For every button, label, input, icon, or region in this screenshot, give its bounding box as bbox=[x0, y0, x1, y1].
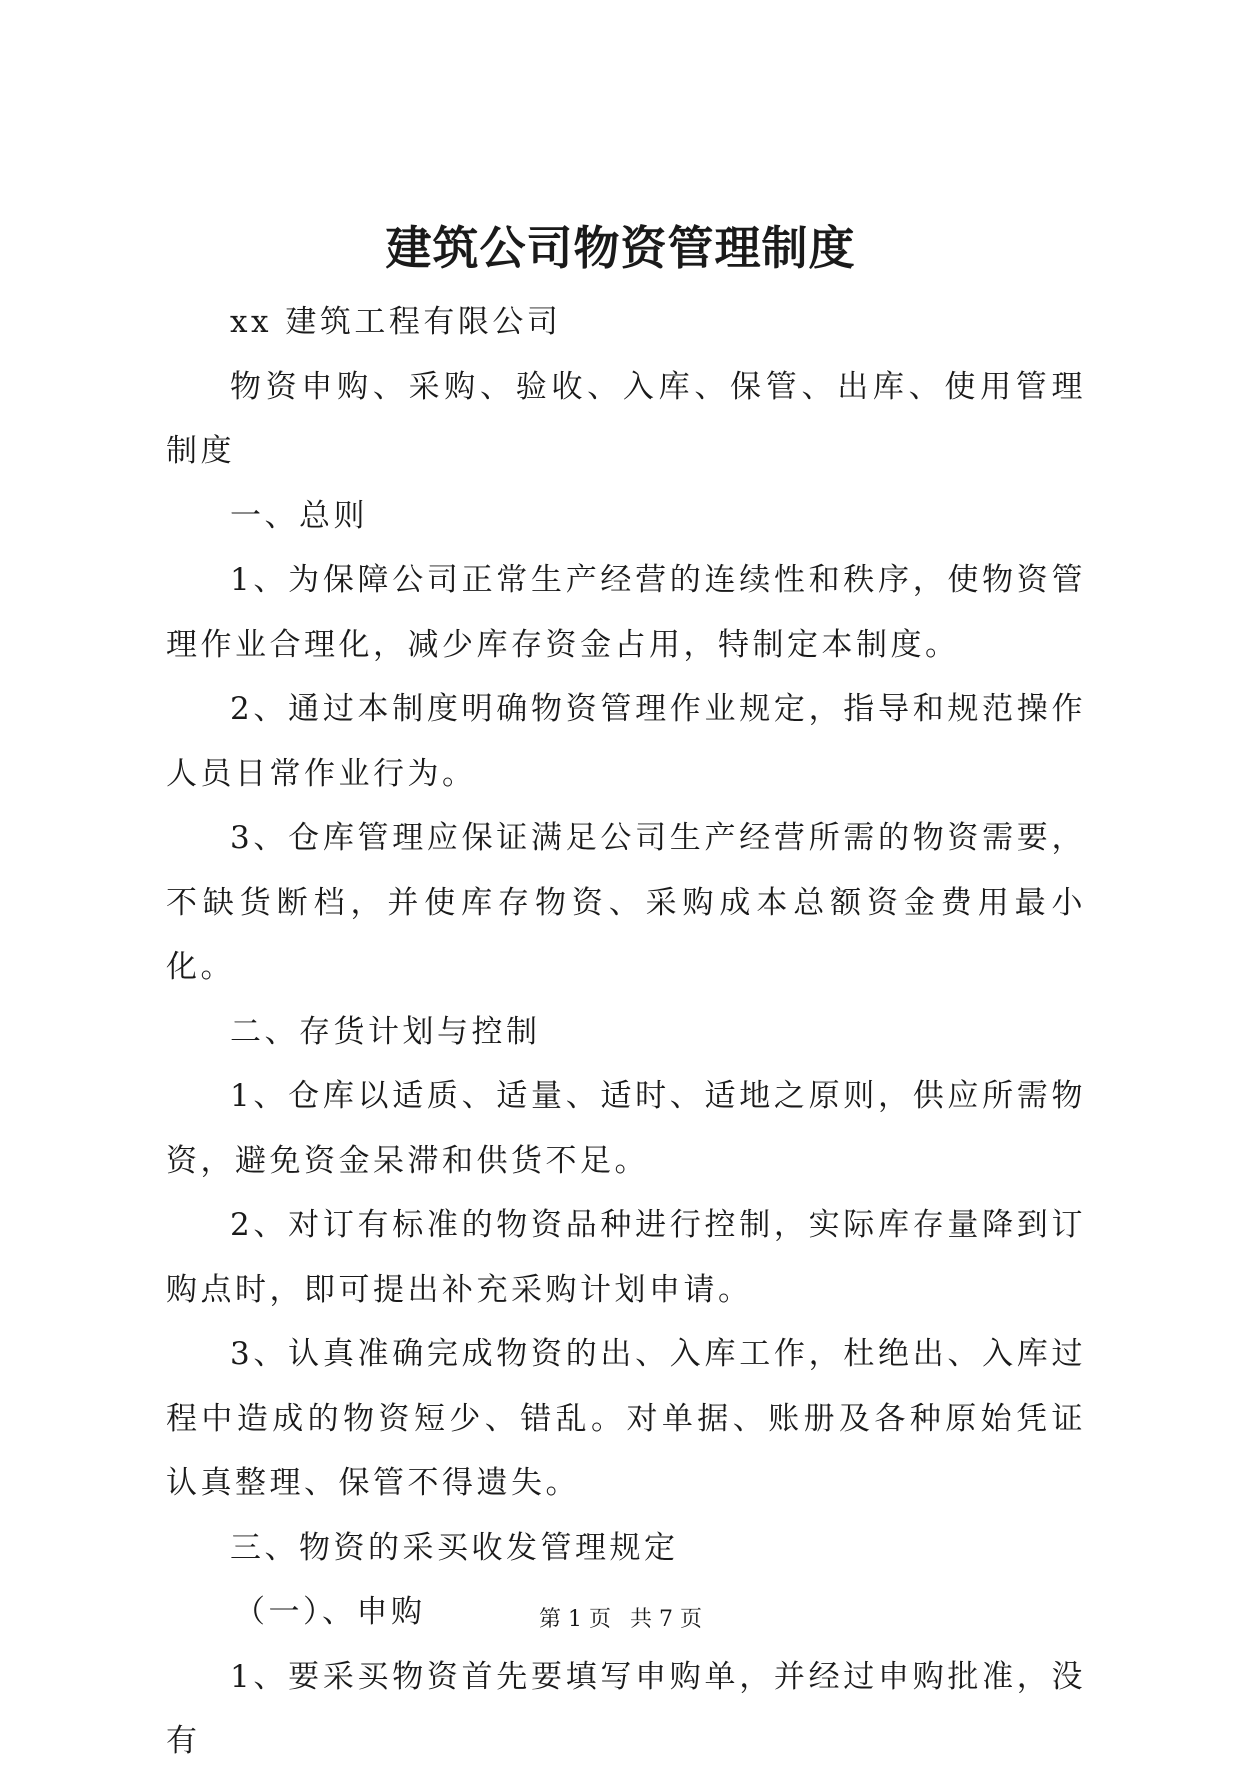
subsection-heading-requisition: （一）、申购 bbox=[234, 1594, 426, 1630]
section-heading-inventory: 二、存货计划与控制 bbox=[230, 1013, 541, 1050]
paragraph: 2、通过本制度明确物资管理作业规定，指导和规范操作人员日常作业行为。 bbox=[166, 691, 1086, 792]
paragraph: 3、仓库管理应保证满足公司生产经营所需的物资需要，不缺货断档，并使库存物资、采购成本总额资金费用最小化。 bbox=[166, 820, 1086, 985]
paragraph: 1、仓库以适质、适量、适时、适地之原则，供应所需物资，避免资金呆滞和供货不足。 bbox=[166, 1078, 1086, 1179]
section-heading-general: 一、总则 bbox=[230, 497, 368, 534]
paragraph: 3、认真准确完成物资的出、入库工作，杜绝出、入库过程中造成的物资短少、错乱。对单据、账册及各种原始凭证认真整理、保管不得遗失。 bbox=[166, 1336, 1086, 1501]
document-title: 建筑公司物资管理制度 bbox=[385, 221, 856, 275]
document-body bbox=[166, 290, 1086, 1774]
page-total: 共 7 页 bbox=[630, 1607, 702, 1632]
company-name: xx 建筑工程有限公司 bbox=[230, 304, 562, 340]
page-footer bbox=[0, 1605, 1241, 1635]
regulation-subtitle: 物资申购、采购、验收、入库、保管、出库、使用管理制度 bbox=[166, 368, 1086, 469]
paragraph: 2、对订有标准的物资品种进行控制，实际库存量降到订购点时，即可提出补充采购计划申请。 bbox=[166, 1207, 1086, 1308]
page-number: 第 1 页 bbox=[539, 1607, 611, 1632]
paragraph: 1、要采买物资首先要填写申购单，并经过申购批准，没有 bbox=[166, 1658, 1086, 1759]
paragraph: 1、为保障公司正常生产经营的连续性和秩序，使物资管理作业合理化，减少库存资金占用，特制定本制度。 bbox=[166, 562, 1086, 663]
section-heading-procurement: 三、物资的采买收发管理规定 bbox=[230, 1529, 679, 1566]
